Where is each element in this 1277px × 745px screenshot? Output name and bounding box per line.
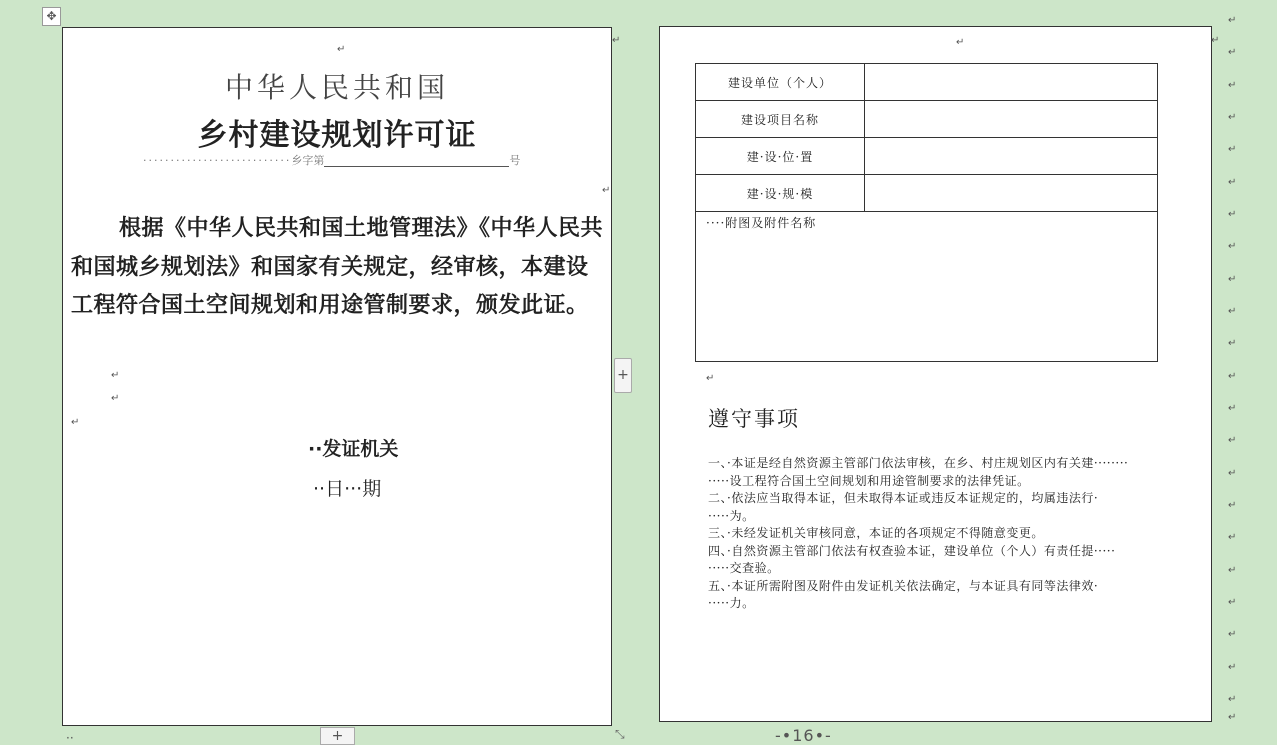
paragraph-mark: ↵ — [1228, 80, 1237, 91]
paragraph-mark: ↵ — [956, 37, 965, 48]
left-page — [62, 27, 612, 726]
paragraph-mark: ↵ — [111, 393, 120, 404]
table-row — [696, 138, 1158, 175]
paragraph-mark: ↵ — [1228, 662, 1237, 673]
table-row — [696, 212, 1158, 362]
paragraph-mark: ↵ — [1228, 597, 1237, 608]
number-suffix: 号 — [509, 154, 521, 167]
rule-line: 一、·本证是经自然资源主管部门依法审核，在乡、村庄规划区内有关建········ — [708, 456, 1129, 470]
table-resize-icon[interactable]: ⤡ — [615, 727, 625, 741]
insert-column-button[interactable]: + — [614, 358, 632, 393]
rule-line: 四、·自然资源主管部门依法有权查验本证，建设单位（个人）有责任提····· — [708, 543, 1116, 558]
cell-attachments[interactable]: ····附图及附件名称 — [696, 212, 1158, 362]
paragraph-mark: ↵ — [1228, 565, 1237, 576]
cell-value-project-name[interactable] — [865, 101, 1158, 138]
cell-label-scale: 建·设·规·模 — [696, 175, 865, 212]
paragraph-mark: ↵ — [1228, 112, 1237, 123]
paragraph-mark: ↵ — [612, 35, 621, 46]
bottom-dots: ·· — [66, 731, 74, 745]
title-permit: 乡村建设规划许可证 — [197, 118, 477, 153]
paragraph-mark: ↵ — [1228, 712, 1237, 723]
paragraph-mark: ↵ — [1228, 144, 1237, 155]
right-page — [659, 26, 1212, 722]
rule-line: ·····交查验。 — [708, 561, 780, 575]
cell-label-builder: 建设单位（个人） — [696, 64, 865, 101]
paragraph-mark: ↵ — [1228, 47, 1237, 58]
paragraph-mark: ↵ — [1228, 468, 1237, 479]
paragraph-mark: ↵ — [71, 417, 80, 428]
permit-body-text: 根据《中华人民共和国土地管理法》《中华人民共和国城乡规划法》和国家有关规定，经审核，本建设工程符合国土空间规划和用途管制要求，颁发此证。 — [71, 216, 604, 318]
paragraph-mark: ↵ — [1228, 435, 1237, 446]
number-dots: ··························· — [143, 154, 292, 167]
cell-value-builder[interactable] — [865, 64, 1158, 101]
cell-label-location: 建·设·位·置 — [696, 138, 865, 175]
paragraph-mark: ↵ — [1228, 338, 1237, 349]
paragraph-mark: ↵ — [111, 370, 120, 381]
rule-line: 二、·依法应当取得本证，但未取得本证或违反本证规定的，均属违法行· — [708, 491, 1099, 505]
table-row — [696, 64, 1158, 101]
page-number: -•16•- — [775, 726, 832, 745]
paragraph-mark: ↵ — [1228, 500, 1237, 511]
paragraph-mark: ↵ — [706, 373, 715, 384]
paragraph-mark: ↵ — [602, 185, 611, 196]
paragraph-mark: ↵ — [1211, 35, 1220, 46]
paragraph-mark: ↵ — [1228, 629, 1237, 640]
issue-date-label: ··日···期 — [313, 478, 382, 500]
table-row — [696, 175, 1158, 212]
table-move-icon[interactable]: ✥ — [42, 7, 61, 26]
paragraph-mark: ↵ — [1228, 15, 1237, 26]
paragraph-mark: ↵ — [337, 44, 346, 55]
cell-value-scale[interactable] — [865, 175, 1158, 212]
paragraph-mark: ↵ — [1228, 306, 1237, 317]
paragraph-mark: ↵ — [1228, 241, 1237, 252]
issuing-authority-label: ··发证机关 — [308, 438, 399, 460]
paragraph-mark: ↵ — [1228, 371, 1237, 382]
rule-line: 五、·本证所需附图及附件由发证机关依法确定，与本证具有同等法律效· — [708, 578, 1099, 593]
number-blank[interactable] — [324, 156, 509, 167]
permit-info-table — [695, 63, 1158, 362]
table-row — [696, 101, 1158, 138]
cell-value-location[interactable] — [865, 138, 1158, 175]
rule-line: ·····为。 — [708, 508, 755, 523]
paragraph-mark: ↵ — [1228, 532, 1237, 543]
insert-row-button[interactable]: + — [320, 727, 355, 745]
paragraph-mark: ↵ — [1228, 403, 1237, 414]
rule-line: 三、·未经发证机关审核同意，本证的各项规定不得随意变更。 — [708, 526, 1044, 540]
title-country: 中华人民共和国 — [224, 71, 449, 104]
cell-label-project-name: 建设项目名称 — [696, 101, 865, 138]
rule-line: ·····力。 — [708, 596, 755, 610]
paragraph-mark: ↵ — [1228, 694, 1237, 705]
rules-list — [708, 455, 1208, 613]
paragraph-mark: ↵ — [1228, 177, 1237, 188]
document-number-line — [143, 152, 520, 168]
paragraph-mark: ↵ — [1228, 274, 1237, 285]
number-prefix: 乡字第 — [291, 154, 325, 167]
notice-title: 遵守事项 — [708, 407, 800, 431]
paragraph-mark: ↵ — [1228, 209, 1237, 220]
rule-line: ·····设工程符合国土空间规划和用途管制要求的法律凭证。 — [708, 473, 1030, 488]
